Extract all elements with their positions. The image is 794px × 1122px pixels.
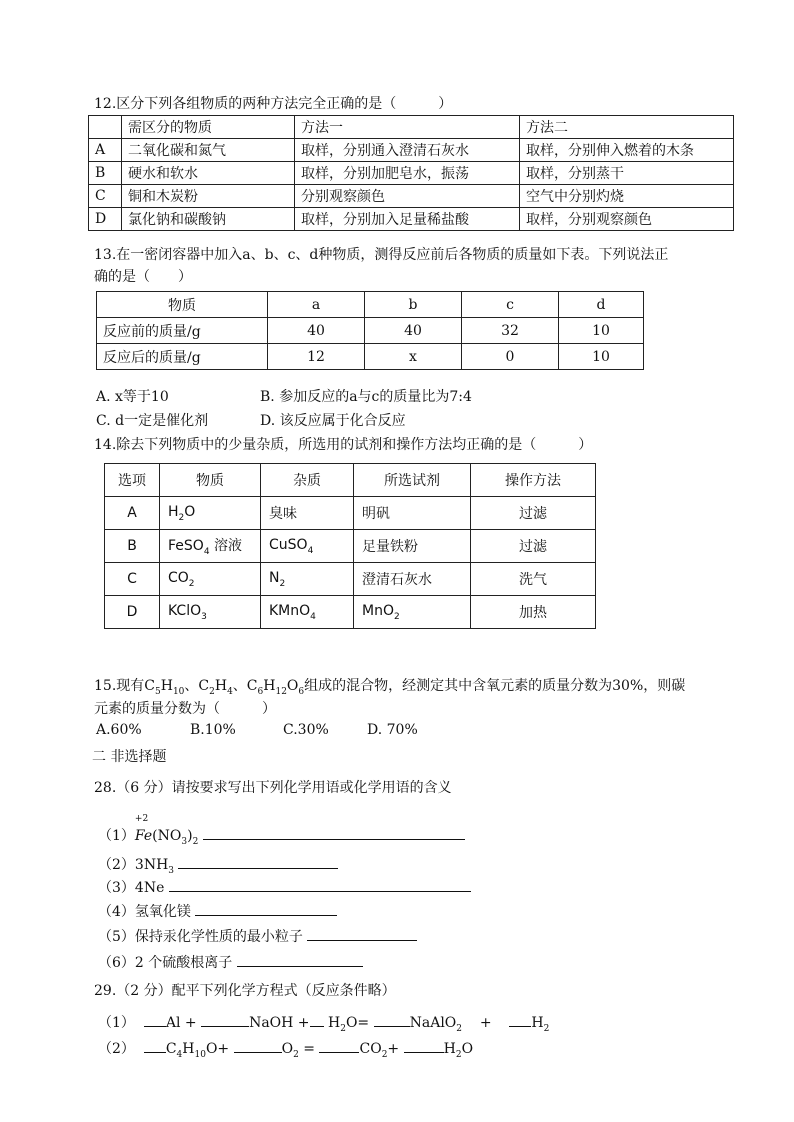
- text: （5）保持汞化学性质的最小粒子: [98, 929, 303, 945]
- q12-table: [88, 115, 734, 231]
- text: H: [263, 678, 276, 694]
- subscript: 4: [310, 611, 316, 622]
- table-cell: [354, 563, 471, 596]
- q13-table: [96, 291, 644, 370]
- subscript: 2: [178, 512, 185, 523]
- table-cell: 方法一: [295, 116, 520, 139]
- q29-stem: 29.（2 分）配平下列化学方程式（反应条件略）: [94, 983, 396, 999]
- table-cell: 过滤: [471, 497, 596, 530]
- coefficient-blank[interactable]: [144, 1014, 166, 1027]
- table-cell: C: [89, 185, 122, 208]
- formula-text: FeSO: [168, 538, 204, 555]
- table-cell: 取样，分别观察颜色: [520, 208, 734, 231]
- table-header-row: [97, 292, 644, 318]
- table-cell: 取样，分别伸入燃着的木条: [520, 139, 734, 162]
- table-cell: 分别观察颜色: [295, 185, 520, 208]
- item-number: （2）: [98, 1041, 135, 1057]
- coefficient-blank[interactable]: [374, 1014, 410, 1027]
- table-row: [89, 162, 734, 185]
- q28-item-1: [98, 814, 465, 847]
- formula-text: CO: [359, 1041, 382, 1057]
- table-cell: 0: [462, 344, 559, 370]
- table-cell: b: [365, 292, 462, 318]
- table-cell: [261, 497, 354, 530]
- table-cell: A: [89, 139, 122, 162]
- table-cell: 操作方法: [471, 464, 596, 497]
- coefficient-blank[interactable]: [310, 1014, 324, 1027]
- table-cell: 取样，分别蒸干: [520, 162, 734, 185]
- subscript: 2: [543, 1023, 550, 1034]
- formula-text: =: [298, 1041, 316, 1057]
- subscript: 4: [176, 1049, 183, 1060]
- text: （3）4Ne: [98, 880, 165, 896]
- table-cell: 杂质: [261, 464, 354, 497]
- q28-item-2: [98, 854, 338, 876]
- table-cell: x: [365, 344, 462, 370]
- table-cell: 取样，分别加肥皂水，振荡: [295, 162, 520, 185]
- answer-blank[interactable]: [195, 903, 337, 916]
- subscript: 4: [307, 545, 314, 556]
- subscript: 10: [172, 686, 185, 697]
- table-row: [105, 596, 596, 629]
- answer-blank[interactable]: [169, 879, 471, 892]
- q28-item-6: [98, 952, 363, 972]
- table-cell: 需区分的物质: [122, 116, 295, 139]
- formula-text: O: [461, 1041, 474, 1057]
- text: （4）氢氧化镁: [98, 904, 191, 920]
- q28-item-3: [98, 877, 471, 897]
- q13-option-a: A. x等于10: [96, 389, 169, 405]
- subscript: 2: [188, 578, 195, 589]
- table-row: [105, 497, 596, 530]
- formula-text: 溶液: [209, 538, 242, 555]
- formula-text: ): [187, 828, 193, 844]
- table-cell: [261, 596, 354, 629]
- table-cell: [261, 530, 354, 563]
- text: 、C: [184, 678, 210, 694]
- table-cell: 40: [268, 318, 365, 344]
- table-cell: B: [105, 530, 160, 563]
- item-number: （1）: [98, 1015, 135, 1031]
- table-header-row: [105, 464, 596, 497]
- table-cell: 方法二: [520, 116, 734, 139]
- formula-text: NaOH +: [249, 1015, 310, 1031]
- coefficient-blank[interactable]: [319, 1040, 359, 1053]
- subscript: 4: [203, 546, 210, 557]
- q29-equation-1: [98, 1012, 549, 1034]
- text: 15.现有C: [94, 678, 155, 694]
- formula-text: CO: [168, 569, 189, 586]
- text: 、C: [232, 678, 258, 694]
- table-cell: D: [89, 208, 122, 231]
- subscript: 2: [340, 1023, 346, 1034]
- table-cell: [354, 530, 471, 563]
- table-cell: 二氧化碳和氮气: [122, 139, 295, 162]
- q15-option-b: B.10%: [190, 722, 236, 738]
- formula-text: KClO: [168, 602, 202, 619]
- table-row: [105, 530, 596, 563]
- subscript: 2: [209, 686, 215, 697]
- coefficient-blank[interactable]: [404, 1040, 444, 1053]
- table-cell: 空气中分别灼烧: [520, 185, 734, 208]
- table-cell: A: [105, 497, 160, 530]
- q15-stem-line2: 元素的质量分数为（ ）: [94, 701, 276, 717]
- coefficient-blank[interactable]: [201, 1014, 249, 1027]
- subscript: 10: [194, 1049, 206, 1060]
- table-cell: 硬水和软水: [122, 162, 295, 185]
- table-cell: 洗气: [471, 563, 596, 596]
- table-cell: 12: [268, 344, 365, 370]
- formula-text: Al +: [165, 1015, 197, 1031]
- text: O: [286, 678, 299, 694]
- formula-text: (NO: [152, 828, 182, 844]
- table-cell: 过滤: [471, 530, 596, 563]
- table-cell: 反应前的质量/g: [97, 318, 268, 344]
- formula-text: NaAlO: [409, 1015, 457, 1031]
- answer-blank[interactable]: [178, 856, 338, 869]
- q28-item-4: [98, 901, 337, 921]
- text: H: [160, 678, 173, 694]
- subscript: 4: [227, 686, 233, 697]
- table-cell: 取样，分别通入澄清石灰水: [295, 139, 520, 162]
- text: （2）3NH: [98, 857, 169, 873]
- table-row: [89, 139, 734, 162]
- table-cell: 加热: [471, 596, 596, 629]
- q13-option-b: B. 参加反应的a与c的质量比为7:4: [260, 389, 472, 405]
- q14-table: [104, 463, 596, 629]
- formula-text: 明矾: [362, 506, 390, 522]
- table-cell: [160, 530, 261, 563]
- formula-text: 臭味: [269, 506, 297, 522]
- table-cell: 氯化钠和碳酸钠: [122, 208, 295, 231]
- table-cell: 40: [365, 318, 462, 344]
- subscript: 5: [154, 686, 161, 697]
- table-cell: [160, 563, 261, 596]
- subscript: 6: [298, 686, 305, 697]
- table-cell: [354, 596, 471, 629]
- formula-text: O=: [345, 1015, 370, 1031]
- coefficient-blank[interactable]: [144, 1040, 166, 1053]
- table-cell: 铜和木炭粉: [122, 185, 295, 208]
- item-number: （1）: [98, 828, 135, 844]
- formula-text: +: [387, 1041, 400, 1057]
- table-cell: c: [462, 292, 559, 318]
- formula-text: H: [531, 1015, 544, 1031]
- table-cell: 10: [559, 318, 644, 344]
- table-cell: 所选试剂: [354, 464, 471, 497]
- subscript: 2: [455, 1049, 462, 1060]
- table-cell: [261, 563, 354, 596]
- formula-text: H: [327, 1015, 341, 1031]
- q13-stem-line2: 确的是（ ）: [94, 269, 192, 285]
- formula-text: N: [269, 569, 280, 586]
- table-header-row: [89, 116, 734, 139]
- q15-stem-line1: [94, 675, 685, 697]
- q28-item-5: [98, 926, 417, 946]
- subscript: 3: [168, 865, 175, 876]
- subscript: 2: [192, 836, 199, 847]
- table-cell: 取样，分别加入足量稀盐酸: [295, 208, 520, 231]
- table-cell: 32: [462, 318, 559, 344]
- text: （6）2 个硫酸根离子: [98, 955, 233, 971]
- coefficient-blank[interactable]: [509, 1014, 531, 1027]
- subscript: 2: [279, 578, 286, 589]
- subscript: 2: [393, 611, 400, 622]
- subscript: 2: [456, 1023, 463, 1034]
- text: 组成的混合物，经测定其中含氧元素的质量分数为30%，则碳: [304, 678, 686, 694]
- formula-text: O: [281, 1041, 294, 1057]
- table-cell: [89, 116, 122, 139]
- answer-blank[interactable]: [307, 928, 417, 941]
- subscript: 2: [381, 1049, 388, 1060]
- table-cell: B: [89, 162, 122, 185]
- section-heading: 二 非选择题: [92, 749, 167, 765]
- q28-stem: 28.（6 分）请按要求写出下列化学用语或化学用语的含义: [94, 780, 452, 796]
- table-cell: 物质: [97, 292, 268, 318]
- formula-text: 足量铁粉: [362, 539, 418, 555]
- q15-option-a: A.60%: [96, 722, 142, 738]
- subscript: 6: [257, 686, 264, 697]
- table-cell: D: [105, 596, 160, 629]
- formula-text: O+: [205, 1041, 230, 1057]
- q15-option-d: D. 70%: [367, 722, 418, 738]
- formula-text: +: [479, 1015, 492, 1031]
- table-cell: d: [559, 292, 644, 318]
- q13-option-d: D. 该反应属于化合反应: [260, 413, 406, 429]
- table-cell: a: [268, 292, 365, 318]
- coefficient-blank[interactable]: [234, 1040, 282, 1053]
- table-cell: [160, 596, 261, 629]
- subscript: 2: [293, 1049, 299, 1060]
- q13-option-c: C. d一定是催化剂: [96, 413, 209, 429]
- table-row: [89, 208, 734, 231]
- table-cell: C: [105, 563, 160, 596]
- formula-text: 澄清石灰水: [362, 572, 432, 588]
- q15-option-c: C.30%: [283, 722, 329, 738]
- formula-text: MnO: [362, 602, 394, 619]
- answer-blank[interactable]: [203, 827, 465, 840]
- table-cell: [354, 497, 471, 530]
- q13-stem-line1: 13.在一密闭容器中加入a、b、c、d种物质，测得反应前后各物质的质量如下表。下列说法正: [94, 247, 669, 263]
- table-row: [97, 318, 644, 344]
- valence-label: +2: [134, 814, 149, 824]
- table-cell: 反应后的质量/g: [97, 344, 268, 370]
- q12-stem: 12.区分下列各组物质的两种方法完全正确的是（ ）: [94, 96, 453, 112]
- formula-text: KMnO: [269, 602, 311, 619]
- table-row: [105, 563, 596, 596]
- table-cell: 选项: [105, 464, 160, 497]
- subscript: 12: [275, 686, 287, 697]
- q14-stem: 14.除去下列物质中的少量杂质，所选用的试剂和操作方法均正确的是（ ）: [94, 437, 593, 453]
- table-cell: 物质: [160, 464, 261, 497]
- formula-text: C: [165, 1041, 177, 1057]
- valence-fe: [134, 814, 153, 844]
- formula-text: H: [443, 1041, 456, 1057]
- formula-text: CuSO: [269, 536, 308, 553]
- table-cell: 10: [559, 344, 644, 370]
- formula-text: O: [184, 503, 196, 520]
- subscript: 3: [181, 836, 188, 847]
- answer-blank[interactable]: [237, 954, 363, 967]
- table-row: [89, 185, 734, 208]
- text: H: [214, 678, 228, 694]
- formula-text: H: [182, 1041, 195, 1057]
- formula-text: H: [168, 503, 179, 520]
- table-row: [97, 344, 644, 370]
- q29-equation-2: [98, 1038, 473, 1060]
- subscript: 3: [201, 611, 207, 622]
- table-cell: [160, 497, 261, 530]
- formula-text: Fe: [134, 828, 153, 844]
